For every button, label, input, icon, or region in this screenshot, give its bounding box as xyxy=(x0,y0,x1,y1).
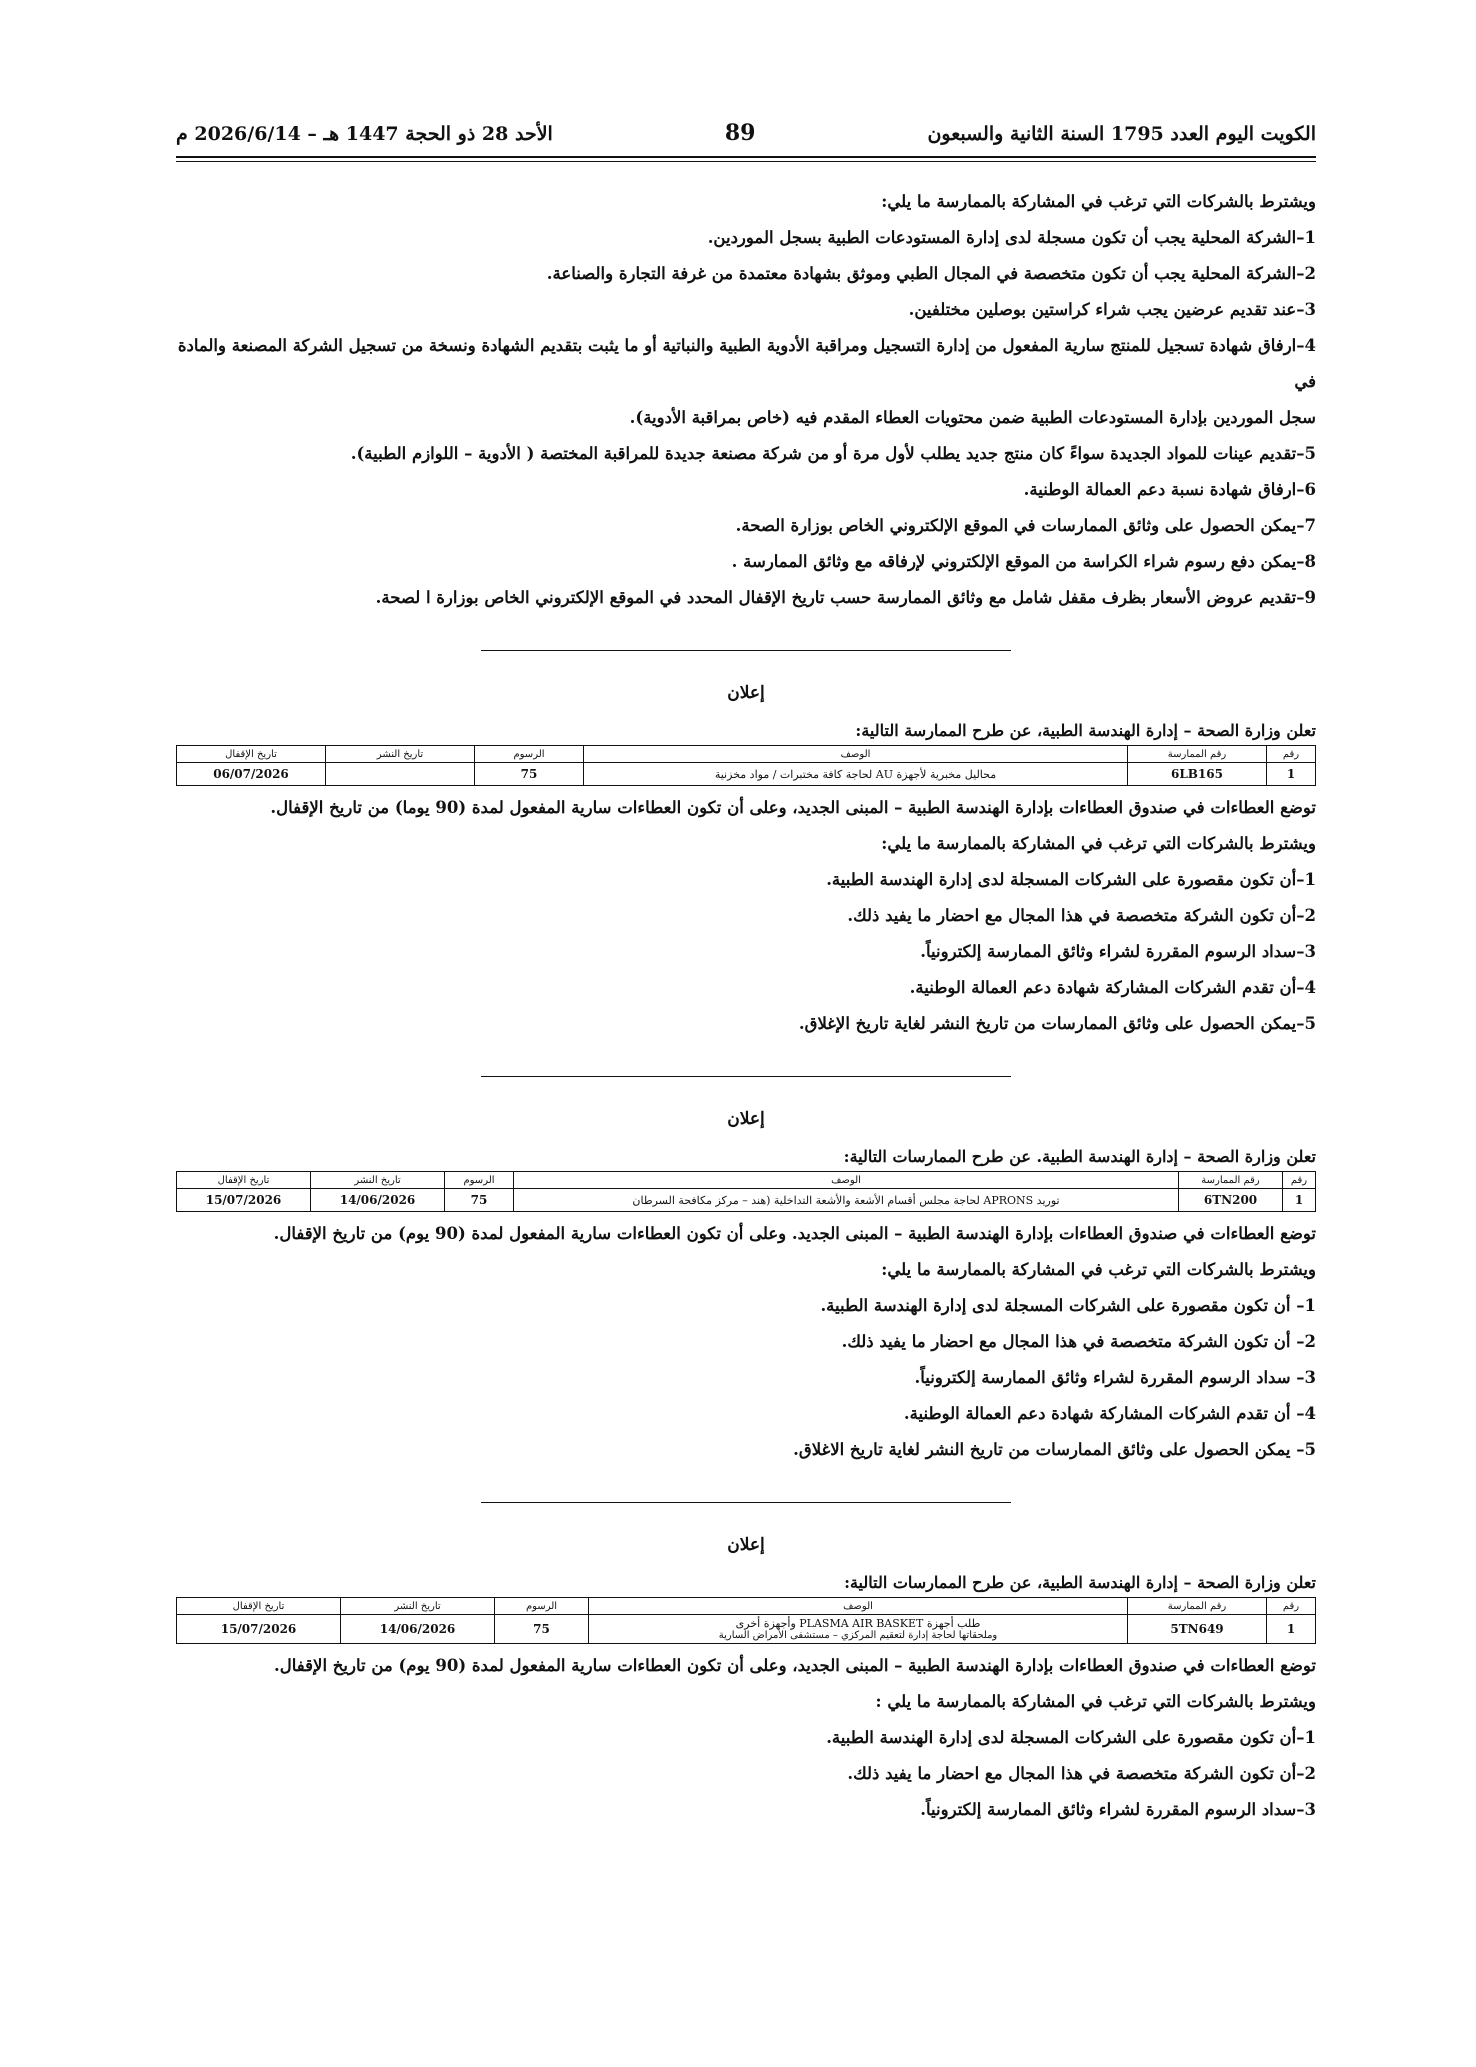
deposit-text: توضع العطاءات في صندوق العطاءات بإدارة الهندسة الطبية – المبنى الجديد، وعلى أن تكون العطاءات سارية المفعول لمدة (90 يوم) من تاريخ الإقفال. xyxy=(274,1656,1316,1675)
condition-item: 2– أن تكون الشركة متخصصة في هذا المجال مع احضار ما يفيد ذلك. xyxy=(841,1332,1316,1351)
col-fees: الرسوم xyxy=(495,1598,589,1615)
announcement-title: إعلان xyxy=(727,1109,765,1129)
condition-item: 5–تقديم عينات للمواد الجديدة سواءً كان منتج جديد يطلب لأول مرة أو من شركة مصنعة جديدة للمراقبة المختصة ( الأدوية – اللوازم الطبية). xyxy=(350,444,1316,463)
condition-item: 2–أن تكون الشركة متخصصة في هذا المجال مع احضار ما يفيد ذلك. xyxy=(847,1764,1316,1783)
col-practice-no: رقم الممارسة xyxy=(1179,1172,1283,1189)
cell-publish-date: 14/06/2026 xyxy=(311,1189,445,1212)
table-header-row xyxy=(177,746,1316,763)
col-desc: الوصف xyxy=(514,1172,1179,1189)
condition-item: 4–ارفاق شهادة تسجيل للمنتج سارية المفعول من إدارة التسجيل ومراقبة الأدوية الطبية والنباتية أو ما يثبت بتقديم الشهادة ونسخة من تسجيل الشركة المصنعة والمادة في xyxy=(177,336,1316,391)
col-close-date: تاريخ الإقفال xyxy=(177,1172,311,1189)
col-publish-date: تاريخ النشر xyxy=(311,1172,445,1189)
condition-item: 7–يمكن الحصول على وثائق الممارسات في الموقع الإلكتروني الخاص بوزارة الصحة. xyxy=(735,516,1316,535)
cell-desc-line1: طلب أجهزة PLASMA AIR BASKET وأجهزة أخرى xyxy=(735,1617,981,1630)
condition-item: 3–سداد الرسوم المقررة لشراء وثائق الممارسة إلكترونياً. xyxy=(920,1800,1316,1819)
col-practice-no: رقم الممارسة xyxy=(1128,1598,1267,1615)
condition-item: 6–ارفاق شهادة نسبة دعم العمالة الوطنية. xyxy=(1023,480,1316,499)
header-rule xyxy=(176,156,1316,158)
announcement-intro: تعلن وزارة الصحة – إدارة الهندسة الطبية، عن طرح الممارسة التالية: xyxy=(855,721,1316,740)
gazette-page xyxy=(176,120,1316,1828)
tender-table xyxy=(176,745,1316,786)
cell-close-date: 15/07/2026 xyxy=(177,1189,311,1212)
conditions-intro: ويشترط بالشركات التي ترغب في المشاركة بالممارسة ما يلي : xyxy=(875,1692,1316,1711)
header-date: الأحد 28 ذو الحجة 1447 هـ – 2026/6/14 م xyxy=(176,123,553,145)
section-divider xyxy=(481,650,1011,651)
tender-table xyxy=(176,1171,1316,1212)
page-header xyxy=(176,120,1316,154)
condition-item-cont: سجل الموردين بإدارة المستودعات الطبية ضمن محتويات العطاء المقدم فيه (خاص بمراقبة الأدوية). xyxy=(629,408,1316,427)
announcement-3 xyxy=(176,1535,1316,1828)
announcement-title: إعلان xyxy=(727,1535,765,1555)
announcement-title: إعلان xyxy=(727,683,765,703)
col-desc: الوصف xyxy=(589,1598,1128,1615)
condition-item: 3–سداد الرسوم المقررة لشراء وثائق الممارسة إلكترونياً. xyxy=(920,942,1316,961)
cell-num: 1 xyxy=(1283,1189,1316,1212)
deposit-text: توضع العطاءات في صندوق العطاءات بإدارة الهندسة الطبية – المبنى الجديد. وعلى أن تكون العطاءات سارية المفعول لمدة (90 يوم) من تاريخ الإقفال. xyxy=(273,1224,1316,1243)
col-num: رقم xyxy=(1267,746,1316,763)
cell-publish-date xyxy=(326,763,475,786)
cell-practice-no: 5TN649 xyxy=(1128,1615,1267,1644)
cell-desc: محاليل مخبرية لأجهزة AU لحاجة كافة مختبرات / مواد مخزنية xyxy=(584,763,1128,786)
condition-item: 2–الشركة المحلية يجب أن تكون متخصصة في المجال الطبي وموثق بشهادة معتمدة من غرفة التجارة والصناعة. xyxy=(546,264,1316,283)
condition-item: 1– أن تكون مقصورة على الشركات المسجلة لدى إدارة الهندسة الطبية. xyxy=(820,1296,1316,1315)
table-header-row xyxy=(177,1172,1316,1189)
col-desc: الوصف xyxy=(584,746,1128,763)
col-close-date: تاريخ الإقفال xyxy=(177,746,326,763)
col-close-date: تاريخ الإقفال xyxy=(177,1598,341,1615)
top-conditions xyxy=(176,184,1316,616)
cell-desc xyxy=(589,1615,1128,1644)
conditions-intro: ويشترط بالشركات التي ترغب في المشاركة بالممارسة ما يلي: xyxy=(881,834,1316,853)
condition-item: 1–الشركة المحلية يجب أن تكون مسجلة لدى إدارة المستودعات الطبية بسجل الموردين. xyxy=(707,228,1316,247)
section-divider xyxy=(481,1076,1011,1077)
cell-desc: توريد APRONS لحاجة مجلس أقسام الأشعة والأشعة التداخلية (هند – مركز مكافحة السرطان xyxy=(514,1189,1179,1212)
col-publish-date: تاريخ النشر xyxy=(341,1598,495,1615)
condition-item: 5– يمكن الحصول على وثائق الممارسات من تاريخ النشر لغاية تاريخ الاغلاق. xyxy=(793,1440,1316,1459)
announcement-intro: تعلن وزارة الصحة – إدارة الهندسة الطبية. عن طرح الممارسات التالية: xyxy=(843,1147,1316,1166)
cell-fees: 75 xyxy=(495,1615,589,1644)
tender-table xyxy=(176,1597,1316,1644)
col-practice-no: رقم الممارسة xyxy=(1128,746,1267,763)
col-num: رقم xyxy=(1283,1172,1316,1189)
cell-practice-no: 6LB165 xyxy=(1128,763,1267,786)
condition-item: 1–أن تكون مقصورة على الشركات المسجلة لدى إدارة الهندسة الطبية. xyxy=(826,1728,1316,1747)
cell-num: 1 xyxy=(1267,763,1316,786)
header-rule-thin xyxy=(176,161,1316,162)
conditions-intro: ويشترط بالشركات التي ترغب في المشاركة بالممارسة ما يلي: xyxy=(881,1260,1316,1279)
condition-item: 4– أن تقدم الشركات المشاركة شهادة دعم العمالة الوطنية. xyxy=(903,1404,1316,1423)
cell-close-date: 06/07/2026 xyxy=(177,763,326,786)
condition-item: 3–عند تقديم عرضين يجب شراء كراستين بوصلين مختلفين. xyxy=(908,300,1316,319)
section-divider xyxy=(481,1502,1011,1503)
cell-fees: 75 xyxy=(475,763,584,786)
page-number: 89 xyxy=(724,120,756,146)
cell-practice-no: 6TN200 xyxy=(1179,1189,1283,1212)
table-row xyxy=(177,763,1316,786)
condition-item: 9–تقديم عروض الأسعار بظرف مقفل شامل مع وثائق الممارسة حسب تاريخ الإقفال المحدد في الموقع الإلكتروني الخاص بوزارة ا لصحة. xyxy=(375,588,1316,607)
announcement-intro: تعلن وزارة الصحة – إدارة الهندسة الطبية، عن طرح الممارسات التالية: xyxy=(844,1573,1316,1592)
condition-item: 1–أن تكون مقصورة على الشركات المسجلة لدى إدارة الهندسة الطبية. xyxy=(826,870,1316,889)
deposit-text: توضع العطاءات في صندوق العطاءات بإدارة الهندسة الطبية – المبنى الجديد، وعلى أن تكون العطاءات سارية المفعول لمدة (90 يوما) من تاريخ الإقفال. xyxy=(270,798,1316,817)
cell-desc-line2: وملحقاتها لحاجة إدارة لتعقيم المركزي – مستشفى الأمراض السارية xyxy=(718,1630,998,1641)
condition-item: 2–أن تكون الشركة متخصصة في هذا المجال مع احضار ما يفيد ذلك. xyxy=(847,906,1316,925)
condition-item: 3– سداد الرسوم المقررة لشراء وثائق الممارسة إلكترونياً. xyxy=(914,1368,1316,1387)
announcement-1 xyxy=(176,683,1316,1042)
condition-item: 4–أن تقدم الشركات المشاركة شهادة دعم العمالة الوطنية. xyxy=(909,978,1316,997)
col-fees: الرسوم xyxy=(475,746,584,763)
announcement-2 xyxy=(176,1109,1316,1468)
table-header-row xyxy=(177,1598,1316,1615)
col-publish-date: تاريخ النشر xyxy=(326,746,475,763)
col-fees: الرسوم xyxy=(445,1172,514,1189)
cell-close-date: 15/07/2026 xyxy=(177,1615,341,1644)
condition-item: 8–يمكن دفع رسوم شراء الكراسة من الموقع الإلكتروني لإرفاقه مع وثائق الممارسة . xyxy=(731,552,1316,571)
table-row xyxy=(177,1615,1316,1644)
condition-item: 5–يمكن الحصول على وثائق الممارسات من تاريخ النشر لغاية تاريخ الإغلاق. xyxy=(798,1014,1316,1033)
header-issue: الكويت اليوم العدد 1795 السنة الثانية والسبعون xyxy=(927,123,1316,145)
cell-fees: 75 xyxy=(445,1189,514,1212)
cell-num: 1 xyxy=(1267,1615,1316,1644)
table-row xyxy=(177,1189,1316,1212)
conditions-intro: ويشترط بالشركات التي ترغب في المشاركة بالممارسة ما يلي: xyxy=(881,192,1316,211)
cell-publish-date: 14/06/2026 xyxy=(341,1615,495,1644)
col-num: رقم xyxy=(1267,1598,1316,1615)
